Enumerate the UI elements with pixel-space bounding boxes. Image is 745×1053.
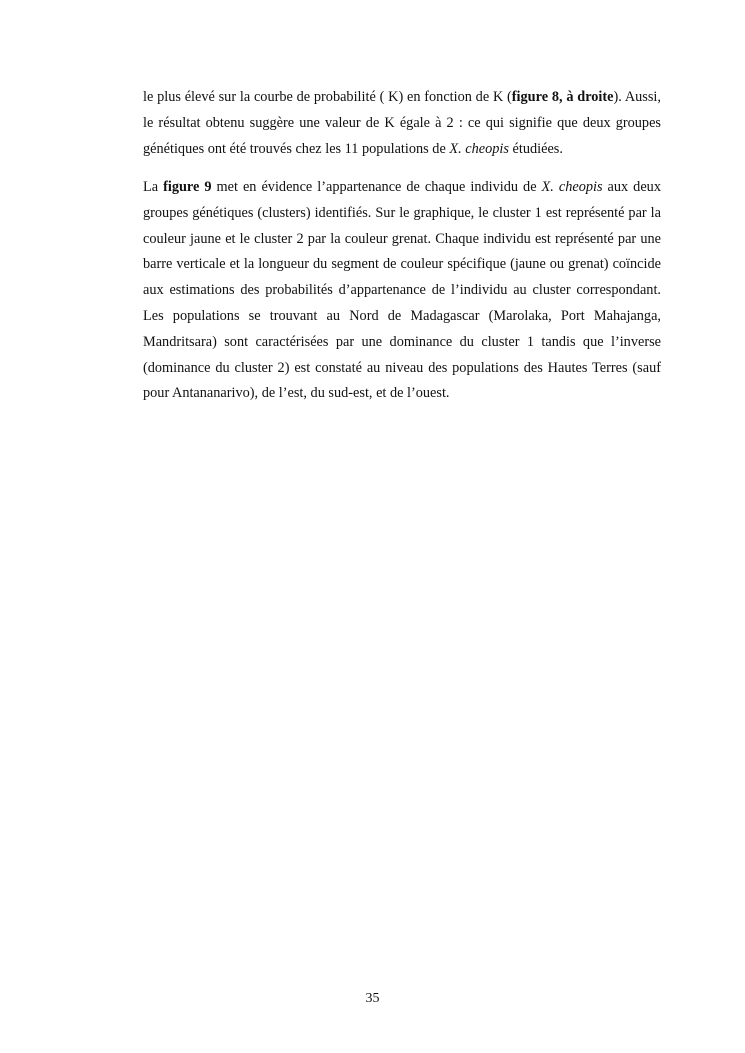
figure-reference: figure 9 xyxy=(163,179,212,195)
paragraph-text: le plus élevé sur la courbe de probabilité ( xyxy=(143,89,385,105)
paragraph-text: met en évidence l’appartenance de chaque individu de xyxy=(211,179,542,195)
species-name: X. cheopis xyxy=(449,140,509,157)
paragraph-text: La xyxy=(143,179,164,195)
paragraph-cluster-membership xyxy=(143,175,661,407)
paragraph-text: étudiées. xyxy=(508,140,563,157)
paragraph-text: aux deux groupes génétiques (clusters) identifiés. Sur le graphique, le cluster 1 est représenté par la couleur jaune et le cluster 2 par la couleur grenat. Chaque individu est représenté par une barre verticale et la longueur du segment de couleur spécifique (jaune ou grenat) coïncide aux estimations des probabilités d’appartenance de l’individu au cluster correspondant. Les populations se trouvant au Nord de Madagascar (Marolaka, Port Mahajanga, Mandritsara) sont caractérisées par une dominance du cluster 1 tandis que l’inverse (dominance du cluster 2) est constaté au niveau des populations des Hautes Terres (sauf pour Antananarivo), de l’est, du sud-est, et de l’ouest. xyxy=(143,179,661,402)
paragraph-text: K) en fonction de K ( xyxy=(388,89,512,105)
species-name: X. cheopis xyxy=(541,179,603,195)
paragraph-text: ). Aussi, le résultat obtenu suggère une valeur de K égale à 2 : ce qui signifie que deux groupes génétiques ont été trouvés chez les 11 populations de xyxy=(143,89,661,157)
page-number: 35 xyxy=(365,991,380,1006)
paragraph-delta-k-result xyxy=(143,85,661,162)
figure-reference: figure 8, à droite xyxy=(511,89,614,105)
